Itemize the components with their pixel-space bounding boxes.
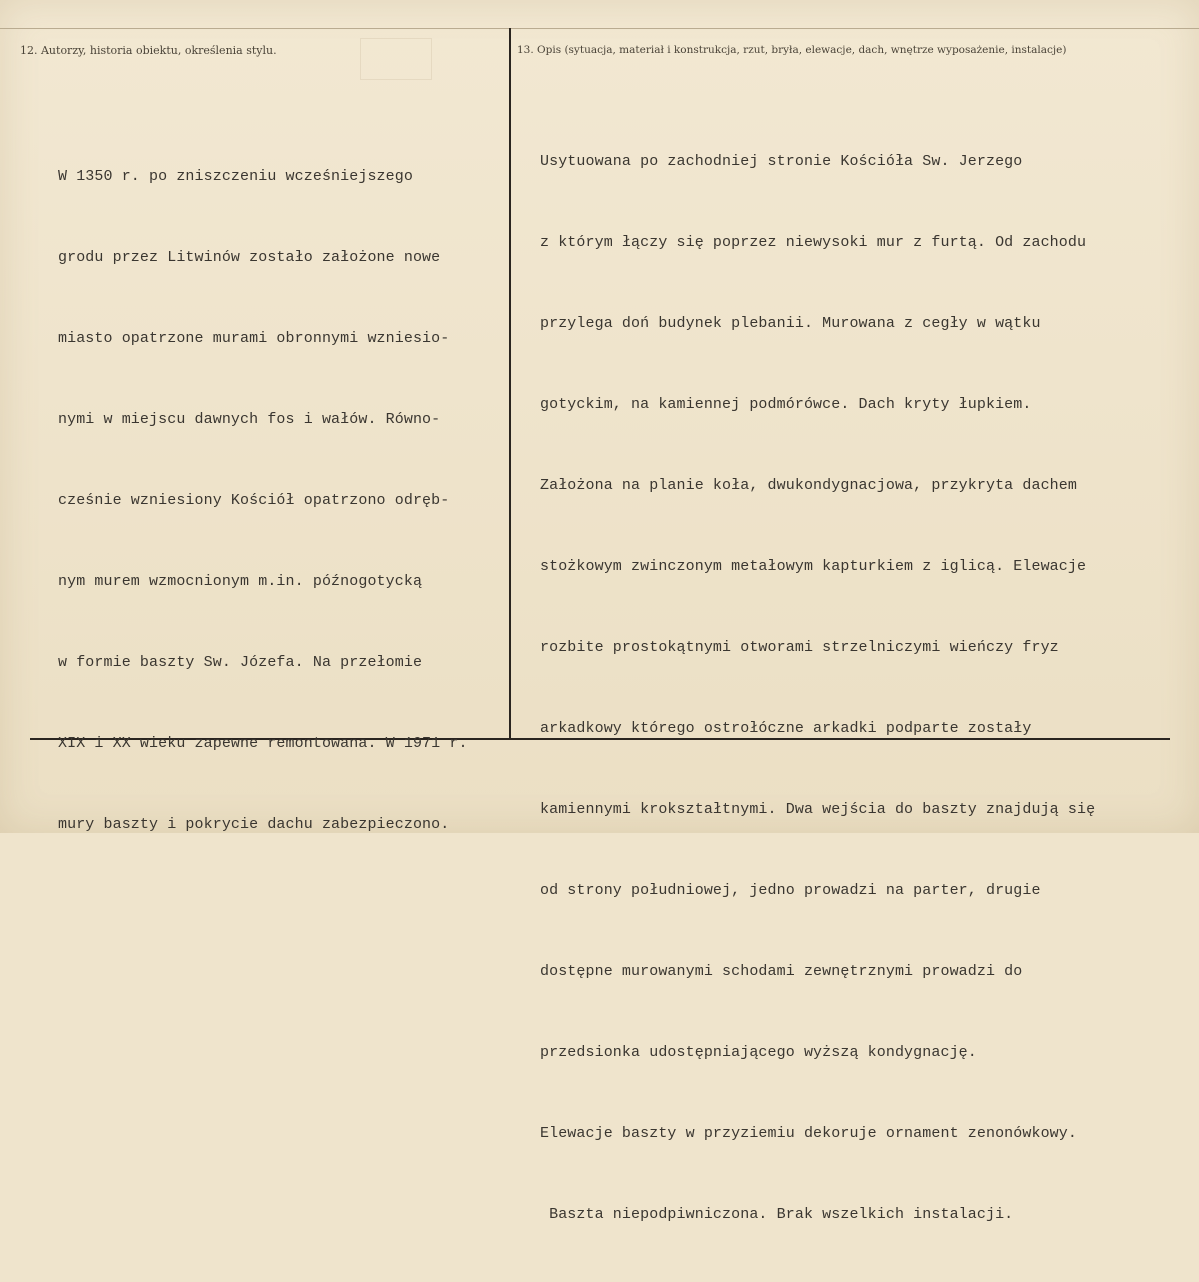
description-line: z którym łączy się poprzez niewysoki mur z furtą. Od zachodu bbox=[540, 234, 1087, 251]
right-section-header: 13. Opis (sytuacja, materiał i konstrukcja, rzut, bryła, elewacje, dach, wnętrze wyposażenie, instalacje) bbox=[517, 44, 1067, 56]
description-line: przylega doń budynek plebanii. Murowana z cegły w wątku bbox=[540, 315, 1041, 332]
description-line: arkadkowy którego ostrołóczne arkadki podparte zostały bbox=[540, 720, 1032, 737]
description-line: gotyckim, na kamiennej podmórówce. Dach kryty łupkiem. bbox=[540, 396, 1032, 413]
top-rule bbox=[0, 28, 1199, 29]
history-line: grodu przez Litwinów zostało założone nowe bbox=[58, 249, 441, 266]
history-line: nymi w miejscu dawnych fos i wałów. Równo- bbox=[58, 411, 441, 428]
history-line: cześnie wzniesiony Kościół opatrzono odręb- bbox=[58, 492, 450, 509]
description-line: dostępne murowanymi schodami zewnętrznymi prowadzi do bbox=[540, 963, 1023, 980]
faint-stamp-mark bbox=[360, 38, 432, 80]
history-line: W 1350 r. po zniszczeniu wcześniejszego bbox=[58, 168, 413, 185]
left-section-header: 12. Autorzy, historia obiektu, określenia stylu. bbox=[20, 44, 277, 57]
description-line: Elewacje baszty w przyziemiu dekoruje ornament zenonówkowy. bbox=[540, 1125, 1077, 1142]
description-line: Usytuowana po zachodniej stronie Kościóła Sw. Jerzego bbox=[540, 153, 1023, 170]
history-line: nym murem wzmocnionym m.in. późnogotycką bbox=[58, 573, 423, 590]
description-line: rozbite prostokątnymi otworami strzelniczymi wieńczy fryz bbox=[540, 639, 1059, 656]
description-text bbox=[540, 94, 1095, 1282]
history-text bbox=[58, 109, 468, 892]
history-line: XIX i XX wieku zapewne remontowana. W 1971 r. bbox=[58, 735, 468, 752]
history-line: w formie baszty Sw. Józefa. Na przełomie bbox=[58, 654, 423, 671]
description-line: przedsionka udostępniającego wyższą kondygnację. bbox=[540, 1044, 977, 1061]
description-line: kamiennymi krokształtnymi. Dwa wejścia do baszty znajdują się bbox=[540, 801, 1096, 818]
description-line: od strony południowej, jedno prowadzi na parter, drugie bbox=[540, 882, 1041, 899]
history-line: mury baszty i pokrycie dachu zabezpieczono. bbox=[58, 816, 450, 833]
column-divider bbox=[509, 28, 511, 740]
description-line: stożkowym zwinczonym metałowym kapturkiem z iglicą. Elewacje bbox=[540, 558, 1087, 575]
history-line: miasto opatrzone murami obronnymi wzniesio- bbox=[58, 330, 450, 347]
description-line: Baszta niepodpiwniczona. Brak wszelkich instalacji. bbox=[540, 1206, 1014, 1223]
description-line: Założona na planie koła, dwukondygnacjowa, przykryta dachem bbox=[540, 477, 1077, 494]
